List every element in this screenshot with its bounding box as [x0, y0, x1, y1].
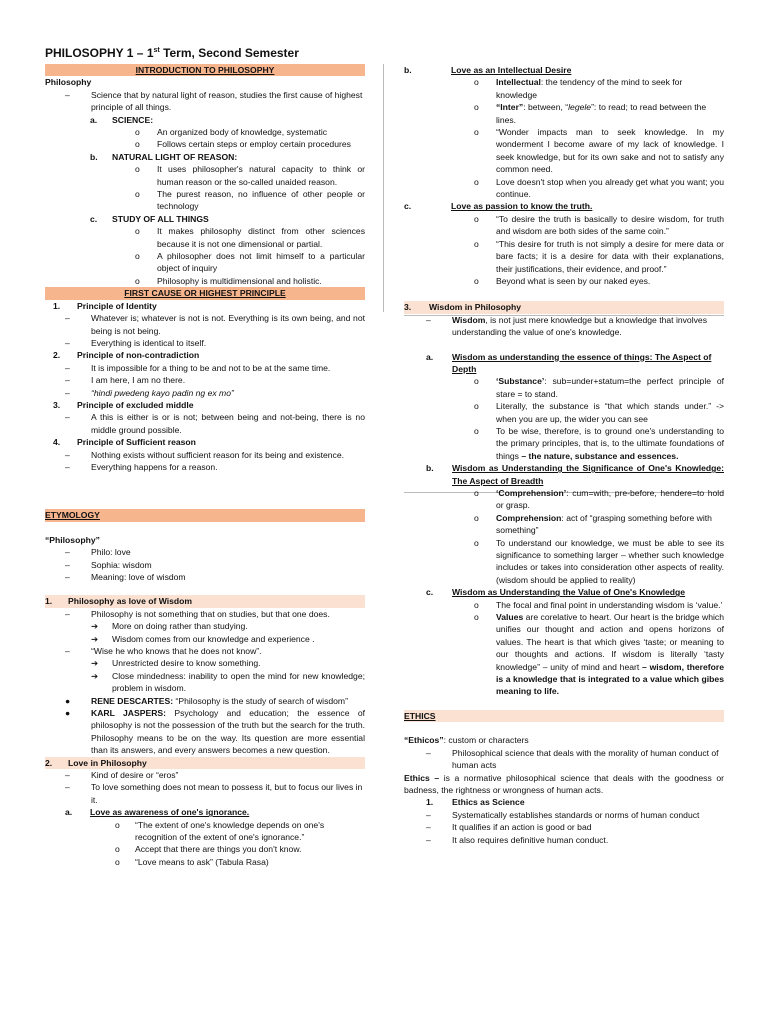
wis-label: Wisdom in Philosophy	[429, 302, 522, 313]
list-item	[45, 843, 365, 855]
value-heading	[404, 586, 724, 598]
science-letter: a.	[90, 114, 98, 125]
circle-marker: o	[474, 102, 479, 113]
focal-text: The focal and final point in understanding wisdom is ‘value.’	[496, 599, 723, 610]
dash-marker: –	[426, 747, 431, 758]
page-title	[45, 46, 299, 60]
comprehension-item	[404, 487, 724, 512]
c-list	[404, 213, 724, 287]
list-item-text: Meaning: love of wisdom	[91, 571, 186, 582]
list-item	[45, 138, 365, 150]
principle-label: Principle of Identity	[77, 300, 157, 311]
principle-number: 1.	[53, 300, 61, 311]
inter-item	[404, 101, 724, 126]
wb-label: Wisdom as Understanding the Significance of One's Knowledge: The Aspect of Breadth	[452, 463, 724, 486]
list-item-text: Sophia: wisdom	[91, 559, 152, 570]
list-item-text: “This desire for truth is not simply a desire for mere data or bare facts; it is a desire for data with their explanations, their justifications, their evidence, and proof.”	[496, 238, 724, 274]
intellectual-text: : the tendency of the mind to seek for knowledge	[496, 77, 683, 100]
list-item	[45, 411, 365, 436]
circle-marker: o	[135, 127, 140, 138]
circle-marker: o	[115, 819, 120, 830]
list-item	[404, 821, 724, 833]
list-item-text: To love something does not mean to possess it, but to focus our lives in it.	[91, 782, 363, 805]
principle-number: 4.	[53, 437, 61, 448]
dash-marker: –	[65, 646, 70, 656]
circle-marker: o	[474, 425, 479, 436]
list-item	[404, 238, 724, 275]
love-wisdom-item-b	[45, 645, 365, 657]
circle-marker: o	[135, 139, 140, 150]
dash-marker: –	[426, 314, 431, 325]
list-item	[45, 126, 365, 138]
list-item-text: Follows certain steps or employ certain procedures	[157, 139, 351, 150]
list-item	[45, 188, 365, 213]
list-item-text: Everything is identical to itself.	[91, 337, 207, 348]
es-list	[404, 809, 724, 846]
list-item	[404, 275, 724, 287]
list-item-text: Philosophy is multidimensional and holistic.	[157, 275, 322, 286]
list-item-text: Everything happens for a reason.	[91, 461, 218, 472]
list-item	[45, 781, 365, 806]
inter-text-1: : between, “	[523, 102, 569, 113]
intro-heading: INTRODUCTION TO PHILOSOPHY	[45, 64, 365, 76]
list-item-text: “hindi pwedeng kayo padin ng ex mo”	[91, 387, 234, 398]
title-rest: Term, Second Semester	[159, 46, 299, 60]
list-item	[45, 362, 365, 374]
list-item-text: It uses philosopher's natural capacity to think or human reason or the so-called unaided reason.	[157, 164, 365, 187]
dash-marker: –	[65, 375, 70, 386]
c-label: Love as passion to know the truth.	[451, 201, 593, 212]
circle-marker: o	[474, 487, 479, 498]
right-column	[404, 64, 724, 846]
title-sup: st	[153, 47, 160, 54]
list-item	[45, 657, 365, 669]
principle-label: Principle of excluded middle	[77, 399, 194, 410]
ethics-def	[404, 772, 724, 797]
list-item-text: Whatever is; whatever is not is not. Everything is its own being, and not being is not being.	[91, 313, 365, 336]
dash-marker: –	[65, 770, 70, 781]
wa-num: a.	[426, 351, 434, 362]
b-list	[404, 126, 724, 200]
depth-heading	[404, 351, 724, 376]
wisdom-heading	[404, 301, 724, 313]
philosophy-def-item	[45, 89, 365, 114]
list-item	[404, 176, 724, 201]
dash-marker: –	[65, 559, 70, 570]
principles-list	[45, 300, 365, 474]
principle-number: 2.	[53, 350, 61, 361]
values-item	[404, 611, 724, 698]
dash-marker: –	[65, 313, 70, 324]
list-item	[45, 449, 365, 461]
dash-marker: –	[65, 608, 70, 619]
circle-marker: o	[135, 226, 140, 237]
list-item-text: It qualifies if an action is good or bad	[452, 822, 592, 833]
left-column	[45, 64, 365, 868]
es-label: Ethics as Science	[452, 797, 525, 808]
list-item	[45, 559, 365, 571]
ethicos-line	[404, 734, 724, 746]
values-term: Values	[496, 612, 524, 623]
arrow-marker: ➔	[91, 633, 99, 644]
arrow-marker: ➔	[91, 621, 99, 632]
principle-heading	[45, 399, 365, 411]
list-item-text: Close mindedness: inability to open the mind for new knowledge; problem in wisdom.	[112, 670, 365, 694]
dash-marker: –	[65, 89, 70, 100]
jaspers-text: Psychology and education; the essence of philosophy is not the possession of the truth but the search for the truth. Philosophy means to be on the way. Its question are more essential than its answers, and every answers becomes a new question.	[91, 708, 365, 756]
list-item	[45, 374, 365, 386]
love-wisdom-b: “Wise he who knows that he does not know”.	[91, 646, 262, 656]
understand-text: To understand our knowledge, we must be able to see its significance to something larger – whether such knowledge includes or takes into consideration other aspects of reality. (wisdom should be applied to reality)	[496, 537, 724, 585]
love-phil-heading	[45, 757, 365, 769]
values-bold-conclusion: – wisdom, therefore is a knowledge that is integrated to a value which gibes meaning to life.	[496, 661, 724, 697]
awareness-num: a.	[65, 807, 73, 818]
b-label: Love as an Intellectual Desire	[451, 65, 572, 75]
love-wisdom-num: 1.	[45, 596, 53, 607]
arrow-marker: ➔	[91, 658, 99, 669]
circle-marker: o	[474, 537, 479, 548]
circle-marker: o	[474, 127, 479, 138]
list-item-text: Unrestricted desire to know something.	[112, 658, 261, 669]
list-item-text: I am here, I am no there.	[91, 375, 186, 386]
circle-marker: o	[474, 612, 479, 623]
bullet-marker: ●	[65, 695, 71, 706]
principle-heading	[45, 436, 365, 448]
list-item	[45, 225, 365, 250]
wa-label: Wisdom as understanding the essence of things: The Aspect of Depth	[452, 351, 712, 374]
es-num: 1.	[426, 797, 434, 808]
love-phil-list	[45, 769, 365, 806]
list-item-text: The purest reason, no influence of other people or technology	[157, 189, 365, 212]
study-label: STUDY OF ALL THINGS	[112, 213, 209, 224]
science-label: SCIENCE:	[112, 114, 154, 125]
comprehension-act-item	[404, 512, 724, 537]
focal-item	[404, 599, 724, 611]
circle-marker: o	[135, 164, 140, 175]
wc-label: Wisdom as Understanding the Value of One's Knowledge	[452, 587, 686, 598]
list-item	[45, 620, 365, 632]
dash-marker: –	[65, 782, 70, 793]
love-wisdom-item-a	[45, 608, 365, 620]
wisdom-def-text: , is not just mere knowledge but a knowledge that involves understanding the value of one's knowledge.	[452, 314, 707, 338]
column-divider	[383, 64, 384, 312]
list-item	[404, 809, 724, 821]
substance-text: : sub=under+statum=the perfect principle of stare = to stand.	[496, 376, 724, 399]
circle-marker: o	[474, 401, 479, 412]
study-heading	[45, 213, 365, 225]
principle-heading	[45, 349, 365, 361]
circle-marker: o	[135, 275, 140, 286]
dash-marker: –	[426, 822, 431, 833]
wisdom-term: Wisdom	[452, 314, 486, 325]
inter-text-2: ”: to read; to read between the lines.	[496, 102, 707, 125]
awareness-heading	[45, 806, 365, 818]
list-item-text: Nothing exists without sufficient reason for its being and existence.	[91, 449, 345, 460]
ethicos-text: : custom or characters	[443, 735, 529, 746]
science-heading	[45, 114, 365, 126]
awareness-label: Love as awareness of one's ignorance.	[90, 807, 250, 818]
awareness-list	[45, 819, 365, 869]
list-item-text: More on doing rather than studying.	[112, 621, 248, 632]
understand-item	[404, 537, 724, 587]
list-item	[45, 670, 365, 695]
inter-legele: legele	[568, 102, 592, 113]
descartes-item	[45, 695, 365, 707]
natural-heading	[45, 151, 365, 163]
arrow-marker: ➔	[91, 670, 99, 681]
list-item-text: “To desire the truth is basically to desire wisdom, for truth and wisdom are both sides of the same coin.”	[496, 213, 724, 237]
circle-marker: o	[135, 189, 140, 200]
dash-marker: –	[65, 362, 70, 373]
list-item-text: An organized body of knowledge, systematic	[157, 127, 328, 138]
comprehension-act-text: : act of “grasping something before with something”	[496, 512, 712, 536]
list-item	[404, 213, 724, 238]
circle-marker: o	[474, 512, 479, 523]
dash-marker: –	[65, 461, 70, 472]
principle-number: 3.	[53, 399, 61, 410]
list-item	[45, 571, 365, 583]
dash-marker: –	[426, 834, 431, 845]
intellectual-term: Intellectual	[496, 77, 541, 88]
comprehension-text: : cum=with, pre-before, hendere=to hold or grasp.	[496, 487, 724, 511]
intellectual-item	[404, 76, 724, 101]
list-item	[404, 126, 724, 176]
wc-num: c.	[426, 587, 434, 598]
inter-term: “Inter”	[496, 102, 524, 113]
lw-b-arrows	[45, 657, 365, 694]
breadth-heading	[404, 462, 724, 487]
list-item-text: A this is either is or is not; between being and not-being, there is no middle ground possible.	[91, 412, 365, 435]
philosophy-label: Philosophy	[45, 77, 92, 88]
love-wisdom-label: Philosophy as love of Wisdom	[68, 596, 193, 607]
list-item-text: It also requires definitive human conduct.	[452, 834, 609, 845]
dash-marker: –	[65, 547, 70, 558]
principle-label: Principle of Sufficient reason	[77, 437, 196, 448]
circle-marker: o	[474, 376, 479, 387]
list-item	[45, 275, 365, 287]
wisdom-def-item	[404, 314, 724, 339]
list-item	[45, 250, 365, 275]
list-item-text: It is impossible for a thing to be and not to be at the same time.	[91, 362, 331, 373]
bullet-marker: ●	[65, 708, 71, 719]
first-cause-heading: FIRST CAUSE OR HIGHEST PRINCIPLE	[45, 287, 365, 299]
comprehension-term: ‘Comprehension’	[496, 487, 567, 498]
jaspers-name: KARL JASPERS:	[91, 708, 167, 719]
substance-item	[404, 375, 724, 400]
literally-item	[404, 400, 724, 425]
circle-marker: o	[474, 599, 479, 610]
descartes-name: RENE DESCARTES:	[91, 695, 174, 706]
dash-marker: –	[65, 449, 70, 460]
dash-marker: –	[65, 571, 70, 582]
dash-marker: –	[65, 387, 70, 398]
ethicos-item	[404, 747, 724, 772]
ethicos-item-text: Philosophical science that deals with the morality of human conduct of human acts	[452, 747, 719, 771]
dash-marker: –	[65, 337, 70, 348]
intellectual-desire-heading	[404, 64, 724, 76]
circle-marker: o	[474, 213, 479, 224]
circle-marker: o	[115, 844, 120, 855]
descartes-text: “Philosophy is the study of search of wisdom”	[173, 695, 348, 706]
philosophy-def: Science that by natural light of reason, studies the first cause of highest principle of all things.	[91, 89, 363, 113]
list-item	[45, 387, 365, 399]
study-list	[45, 225, 365, 287]
to-be-wise-item	[404, 425, 724, 462]
list-item	[45, 461, 365, 473]
circle-marker: o	[474, 77, 479, 88]
list-item-text: “Wonder impacts man to seek knowledge. In my wonderment I become aware of my lack of knowledge. I seek knowledge, but for its own sake and not to satisfy any common need.	[496, 127, 724, 175]
wis-num: 3.	[404, 302, 412, 313]
principle-label: Principle of non-contradiction	[77, 350, 200, 361]
science-list	[45, 126, 365, 151]
list-item	[45, 546, 365, 558]
love-wisdom-a: Philosophy is not something that on studies, but that one does.	[91, 608, 330, 619]
list-item	[45, 163, 365, 188]
list-item-text: It makes philosophy distinct from other sciences because it is not one dimensional or partial.	[157, 226, 365, 249]
list-item	[45, 819, 365, 844]
jaspers-item	[45, 707, 365, 757]
natural-letter: b.	[90, 151, 98, 162]
substance-term: ‘Substance’	[496, 376, 545, 387]
study-letter: c.	[90, 213, 98, 224]
ethics-def-text: is a normative philosophical science that deals with the goodness or badness, the rightness or wrongness of human acts.	[404, 772, 724, 795]
to-be-wise-text: To be wise, therefore, is to ground one's understanding to the primary principles, that is, to the ultimate foundations of things	[496, 425, 724, 461]
circle-marker: o	[115, 856, 120, 867]
list-item	[45, 633, 365, 645]
love-wisdom-heading	[45, 595, 365, 607]
comprehension-act-term: Comprehension	[496, 512, 562, 523]
ethics-heading: ETHICS	[404, 710, 724, 722]
natural-label: NATURAL LIGHT OF REASON:	[112, 151, 238, 162]
list-item-text: “Love means to ask” (Tabula Rasa)	[135, 856, 269, 867]
circle-marker: o	[135, 251, 140, 262]
list-item	[45, 337, 365, 349]
passion-heading	[404, 200, 724, 212]
title-main: PHILOSOPHY 1 – 1	[45, 46, 154, 60]
list-item-text: Wisdom comes from our knowledge and experience .	[112, 633, 315, 644]
list-item-text: Philo: love	[91, 547, 131, 558]
circle-marker: o	[474, 238, 479, 249]
love-phil-label: Love in Philosophy	[68, 757, 147, 768]
list-item-text: “The extent of one's knowledge depends on one's recognition of the extent of one's ignorance.”	[135, 819, 325, 843]
etymology-word: “Philosophy”	[45, 534, 100, 545]
natural-list	[45, 163, 365, 213]
ethicos-term: “Ethicos”	[404, 735, 444, 746]
dash-marker: –	[65, 412, 70, 423]
list-item	[404, 834, 724, 846]
b-num: b.	[404, 65, 412, 75]
circle-marker: o	[474, 275, 479, 286]
dash-marker: –	[426, 809, 431, 820]
circle-marker: o	[474, 176, 479, 187]
list-item-text: A philosopher does not limit himself to a particular object of inquiry	[157, 251, 365, 274]
love-phil-num: 2.	[45, 757, 53, 768]
to-be-wise-bold: – the nature, substance and essences.	[521, 450, 679, 461]
literally-text: Literally, the substance is “that which stands under.” -> when you are up, the wider you can see	[496, 401, 724, 424]
list-item-text: Beyond what is seen by our naked eyes.	[496, 275, 651, 286]
list-item-text: Systematically establishes standards or norms of human conduct	[452, 809, 700, 820]
list-item-text: Accept that there are things you don't know.	[135, 844, 302, 855]
values-text: are corelative to heart. Our heart is the bridge which unifies our thought and action and opens horizons of values. The heart is that which gives ‘taste; or meaning to our thoughts and actions. If wisdom is literally ‘tasty knowledge” – unity of mind and heart	[496, 612, 724, 672]
principle-heading	[45, 300, 365, 312]
ethics-science-heading	[404, 796, 724, 808]
etymology-heading: ETYMOLOGY	[45, 509, 365, 521]
wb-num: b.	[426, 463, 434, 474]
ethics-term: Ethics –	[404, 772, 440, 783]
lw-a-arrows	[45, 620, 365, 645]
c-num: c.	[404, 201, 412, 212]
etym-list	[45, 546, 365, 583]
list-item-text: Kind of desire or “eros”	[91, 770, 179, 781]
list-item	[45, 312, 365, 337]
list-item-text: Love doesn't stop when you already get what you want; you continue.	[496, 176, 724, 200]
list-item	[45, 769, 365, 781]
list-item	[45, 856, 365, 868]
